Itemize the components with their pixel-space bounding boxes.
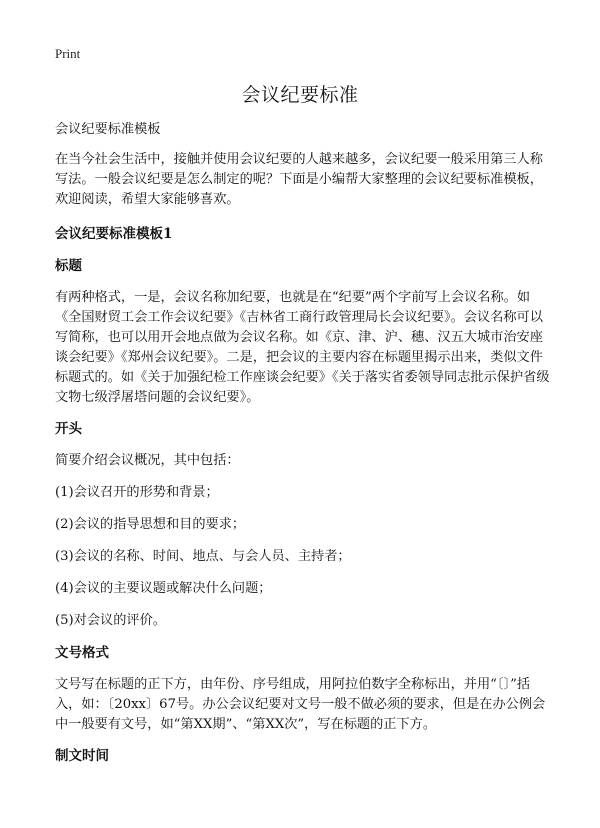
section-heading: 会议纪要标准模板1 <box>55 226 173 242</box>
print-link[interactable]: Print <box>55 46 81 61</box>
list-item: (3)会议的名称、时间、地点、与会人员、主持者； <box>55 549 351 564</box>
page-title: 会议纪要标准 <box>241 84 359 106</box>
list-item: (2)会议的指导思想和目的要求； <box>55 517 246 532</box>
opening-heading: 开头 <box>55 421 82 437</box>
opening-intro: 简要介绍会议概况，其中包括： <box>55 453 240 468</box>
title-heading: 标题 <box>55 258 82 274</box>
document-subtitle: 会议纪要标准模板 <box>55 122 161 137</box>
date-heading: 制文时间 <box>55 748 109 764</box>
docnum-heading: 文号格式 <box>55 645 109 661</box>
list-item: (1)会议召开的形势和背景； <box>55 485 219 500</box>
title-paragraph: 有两种格式，一是，会议名称加纪要，也就是在“纪要”两个字前写上会议名称。如《全国财贸工会工作会议纪要》《吉林省工商行政管理局长会议纪要》。会议名称可以写简称，也可以用开会地点做为会议名称。如《京、津、沪、穗、汉五大城市治安座谈会纪要》《郑州会议纪要》。二是，把会议的主要内容在标题里揭示出来，类似文件标题式的。如《关于加强纪检工作座谈会纪要》《关于落实省委领导同志批示保护省级文物七级浮屠塔问题的会议纪要》。 <box>55 290 550 405</box>
list-item: (4)会议的主要议题或解决什么问题； <box>55 581 272 596</box>
list-item: (5)对会议的评价。 <box>55 613 166 628</box>
docnum-paragraph: 文号写在标题的正下方，由年份、序号组成，用阿拉伯数字全称标出，并用“〔〕”括入，如：〔20xx〕67号。办公会议纪要对文号一般不做必须的要求，但是在办公例会中一般要有文号，如“第XX期”、“第XX次”，写在标题的正下方。 <box>55 677 546 732</box>
document-body <box>55 120 555 778</box>
intro-paragraph: 在当今社会生活中，接触并使用会议纪要的人越来越多，会议纪要一般采用第三人称写法。一般会议纪要是怎么制定的呢？下面是小编帮大家整理的会议纪要标准模板，欢迎阅读，希望大家能够喜欢。 <box>55 152 543 207</box>
